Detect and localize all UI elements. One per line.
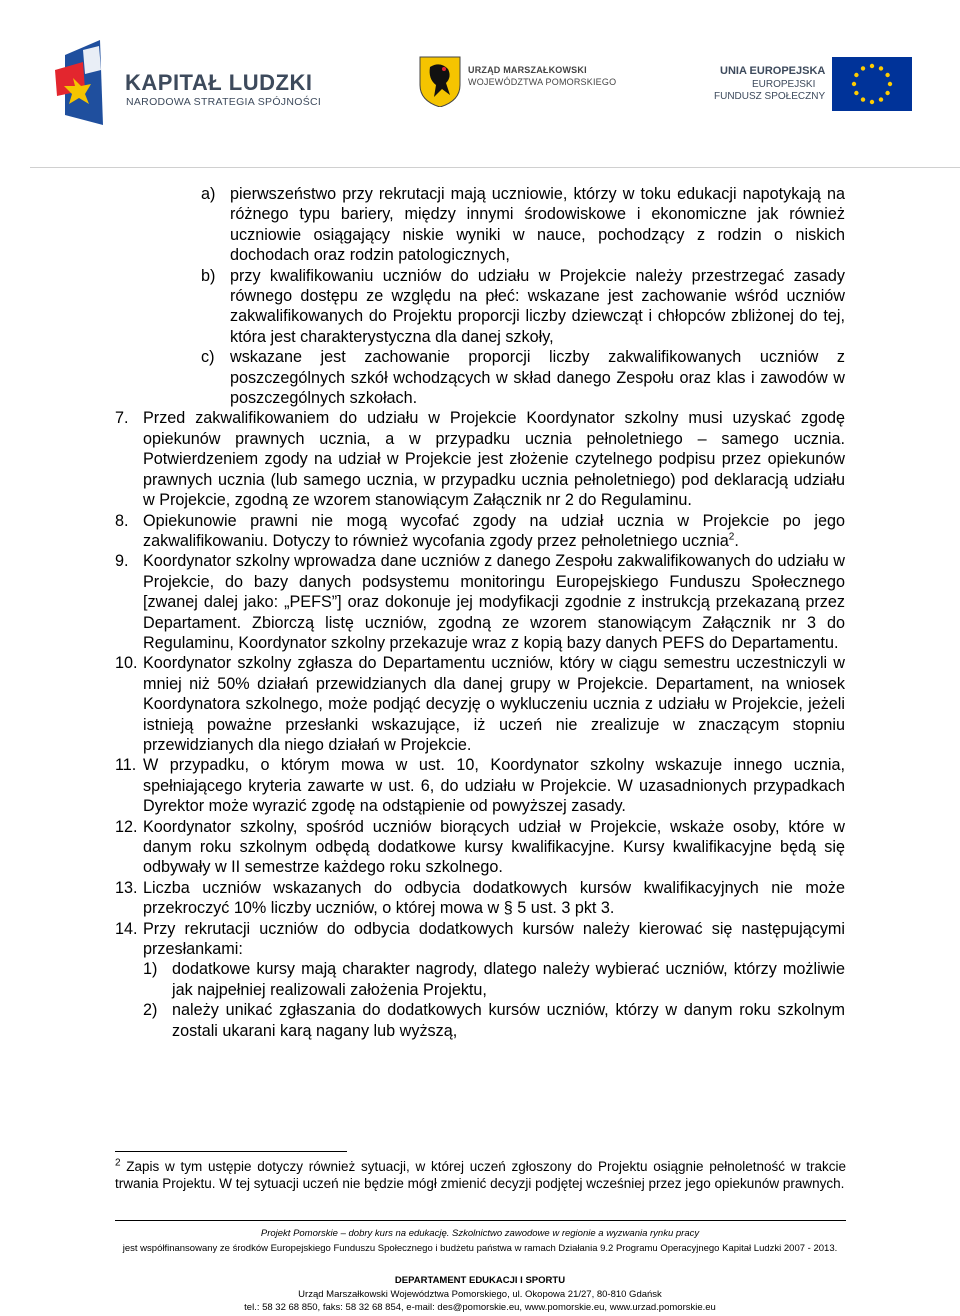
paragraph-number: 8. [115,511,129,530]
unia-europejska-line2: EUROPEJSKI [752,79,816,90]
header-divider [30,167,960,168]
list-item-1 [143,959,845,1000]
list-text: wskazane jest zachowanie proporcji liczby zakwalifikowanych uczniów z poszczególnych szkół wchodzących w skład danego Zespołu oraz klas i zawodów w poszczególnych szkołach. [230,348,845,408]
footer-address: Urząd Marszałkowski Województwa Pomorskiego, ul. Okopowa 21/27, 80-810 Gdańsk [298,1289,662,1300]
paragraph-text: Koordynator szkolny wprowadza dane uczniów z danego Zespołu zakwalifikowanych do udziału w Projekcie, do bazy danych podsystemu monitoringu Europejskiego Funduszu Społecznego [zwanej dalej jako: „PEFS”] oraz dokonuje jej modyfikacji zgodnie z instrukcją przekazaną przez Departament. Zbiorczą listę uczniów, zgodną ze wzorem stanowiącym Załącznik nr 3 do Regulaminu, Koordynator szkolny przekazuje wraz z kopią bazy danych PEFS do Departamentu. [143,552,845,652]
urzad-marszalkowski-line2: WOJEWÓDZTWA POMORSKIEGO [468,77,617,87]
urzad-marszalkowski-logo [418,55,618,115]
paragraph-text: Opiekunowie prawni nie mogą wycofać zgody na udział ucznia w Projekcie po jego zakwalifikowaniu. Dotyczy to również wycofania zgody przez pełnoletniego ucznia [143,511,845,550]
unia-europejska-line3: FUNDUSZ SPOŁECZNY [714,91,826,102]
list-text: dodatkowe kursy mają charakter nagrody, dlatego należy wybierać uczniów, którzy możliwie jak najpełniej realizowali założenia Projektu, [172,960,845,999]
unia-europejska-logo [712,57,922,117]
footer-department: DEPARTAMENT EDUKACJI I SPORTU [394,1275,566,1286]
footer-divider [115,1220,846,1221]
list-item-c [201,347,845,408]
list-label: a) [201,185,216,203]
footnote [115,1158,846,1192]
paragraph-text: Koordynator szkolny, spośród uczniów biorących udział w Projekcie, wskaże osoby, które w danym roku szkolnym odbędą dodatkowe kursy kwalifikacyjne. Kursy kwalifikacyjne będą się odbywały w II semestrze każdego roku szkolnego. [143,817,845,877]
list-text: przy kwalifikowaniu uczniów do udziału w Projekcie należy przestrzegać zasady równego dostępu ze względu na płeć: wskazane jest zachowanie wśród uczniów zakwalifikowanych do Projektu proporcji liczby dziewcząt i chłopców zbliżonej do tej, która jest charakterystyczna dla danej szkoły, [230,266,845,346]
paragraph-number: 7. [115,409,129,428]
list-label: b) [201,266,216,285]
paragraph-12 [115,817,845,878]
unia-europejska-line1: UNIA EUROPEJSKA [720,65,826,77]
kapital-ludzki-subtitle: NARODOWA STRATEGIA SPÓJNOŚCI [126,96,322,108]
list-label: 2) [143,1001,158,1020]
paragraph-number: 14. [115,919,138,938]
footnote-number: 2 [115,1157,121,1169]
list-text: należy unikać zgłaszania do dodatkowych kursów uczniów, którzy w danym roku szkolnym zostali ukarani karą nagany lub wyższą, [172,1001,845,1040]
paragraph-text: W przypadku, o którym mowa w ust. 10, Koordynator szkolny wskazuje innego ucznia, spełniającego kryteria zawarte w ust. 6, do udziału w Projekcie. W uzasadnionych przypadkach Dyrektor może wyrazić zgodę na odstąpienie od powyższej zasady. [143,756,845,816]
paragraph-text: Liczba uczniów wskazanych do odbycia dodatkowych kursów kwalifikacyjnych nie może przekroczyć 10% liczby uczniów, o której mowa w § 5 ust. 3 pkt 3. [143,878,845,918]
paragraph-number: 10. [115,654,138,673]
list-label: 1) [143,960,158,979]
paragraph-number: 11. [115,756,137,775]
eu-flag-icon [832,57,912,111]
footer-funding: jest współfinansowany ze środków Europejskiego Funduszu Społecznego i budżetu państwa w ramach Działania 9.2 Programu Operacyjnego Kapitał Ludzki 2007 - 2013. [122,1243,838,1254]
kapital-ludzki-title: KAPITAŁ LUDZKI [125,70,313,95]
footnote-reference[interactable]: 2 [728,531,735,543]
footer-project: Projekt Pomorskie – dobry kurs na edukację. Szkolnictwo zawodowe w regionie a wyzwania rynku pracy [260,1228,700,1239]
paragraph-text: Koordynator szkolny zgłasza do Departamentu uczniów, który w ciągu semestru uczestniczyli w mniej niż 50% działań przewidzianych dla danej grupy w Projekcie. Departament, na wniosek Koordynatora szkolnego, może podjąć decyzję o wykluczeniu ucznia z udziału w Projekcie, jeżeli istnieją poważne przesłanki wskazujące, iż uczeń nie zrealizuje w znaczącym stopniu przewidzianych dla niego działań w Projekcie. [143,654,845,754]
list-item-b [201,266,845,348]
list-label: c) [201,348,215,367]
list-item-a [201,184,845,266]
list-text: pierwszeństwo przy rekrutacji mają uczniowie, którzy w toku edukacji napotykają na różnego typu bariery, między innymi środowiskowe i ekonomiczne jak również uczniowie osiągający niskie wyniki w nauce, pochodzący z rodzin o niskich dochodach oraz rodzin patologicznych, [230,185,845,265]
kapital-ludzki-logo [55,40,325,130]
paragraph-13 [115,878,845,919]
paragraph-8 [115,511,845,552]
header-logos [0,0,960,165]
paragraph-14 [115,919,845,960]
paragraph-text: Przed zakwalifikowaniem do udziału w Projekcie Koordynator szkolny musi uzyskać zgodę opiekunów prawnych ucznia, a w przypadku ucznia pełnoletniego – samego ucznia. Potwierdzeniem zgody na udział w Projekcie jest złożenie czytelnego podpisu przez opiekunów prawnych ucznia (lub samego ucznia, w przypadku ucznia pełnoletniego) pod deklaracją udziału w Projekcie, zgodną ze wzorem stanowiącym Załącznik nr 2 do Regulaminu. [143,409,845,510]
paragraph-tail: . [734,531,739,550]
paragraph-text: Przy rekrutacji uczniów do odbycia dodatkowych kursów należy kierować się następującymi przesłankami: [143,919,845,959]
paragraph-10 [115,653,845,755]
urzad-marszalkowski-line1: URZĄD MARSZAŁKOWSKI [468,65,587,75]
footnote-separator [115,1151,347,1152]
list-item-2 [143,1000,845,1041]
footer-contact: tel.: 58 32 68 850, faks: 58 32 68 854, e-mail: des@pomorskie.eu, www.pomorskie.eu, www.urzad.pomorskie.eu [244,1302,716,1313]
paragraph-9 [115,551,845,653]
paragraph-number: 9. [115,552,129,571]
paragraph-number: 13. [115,878,138,897]
footnote-text: Zapis w tym ustępie dotyczy również sytuacji, w której uczeń zgłoszony do Projektu osiągnie pełnoletność w trakcie trwania Projektu. W tej sytuacji uczeń nie będzie mógł zmienić decyzji podjętej wcześniej przez jego opiekunów prawnych. [115,1159,846,1191]
paragraph-7 [115,408,845,510]
kapital-ludzki-emblem-icon [55,40,115,130]
paragraph-11 [115,755,845,816]
paragraph-number: 12. [115,817,138,836]
griffin-coat-of-arms-icon [418,55,462,107]
document-body [0,184,960,1041]
